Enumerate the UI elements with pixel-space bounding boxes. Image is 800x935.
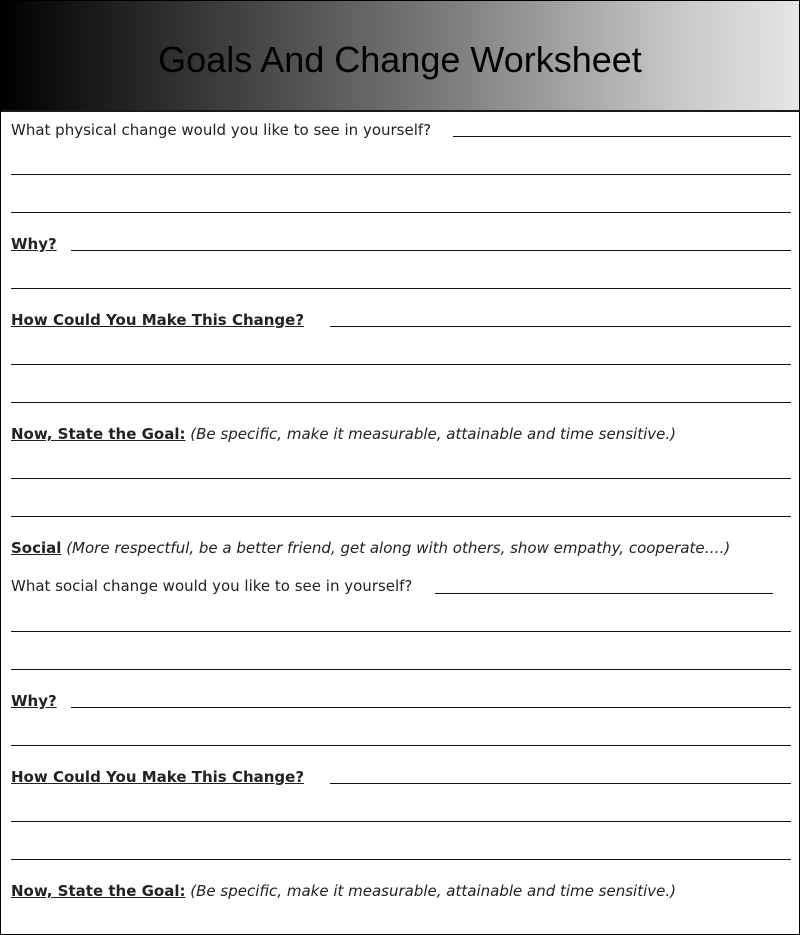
answer-line[interactable] <box>11 212 791 213</box>
physical-goal-row <box>11 424 676 444</box>
physical-question-answer-line[interactable] <box>453 136 791 137</box>
social-how-answer-line[interactable] <box>330 783 791 784</box>
physical-question: What physical change would you like to see in yourself? <box>11 121 432 139</box>
answer-line[interactable] <box>11 174 791 175</box>
answer-line[interactable] <box>11 288 791 289</box>
social-question-answer-line[interactable] <box>435 593 773 594</box>
answer-line[interactable] <box>11 745 791 746</box>
physical-how-label: How Could You Make This Change? <box>11 311 305 329</box>
physical-goal-label: Now, State the Goal: <box>11 425 186 443</box>
social-heading: Social <box>11 539 62 557</box>
social-why-answer-line[interactable] <box>71 707 791 708</box>
social-question: What social change would you like to see in yourself? <box>11 577 413 595</box>
social-goal-label: Now, State the Goal: <box>11 882 186 900</box>
social-why-label: Why? <box>11 692 57 710</box>
social-goal-hint: (Be specific, make it measurable, attainable and time sensitive.) <box>190 882 676 900</box>
page-title: Goals And Change Worksheet <box>158 39 642 80</box>
social-heading-row <box>11 538 730 558</box>
answer-line[interactable] <box>11 669 791 670</box>
answer-line[interactable] <box>11 631 791 632</box>
physical-how-answer-line[interactable] <box>330 326 791 327</box>
answer-line[interactable] <box>11 478 791 479</box>
answer-line[interactable] <box>11 516 791 517</box>
answer-line[interactable] <box>11 364 791 365</box>
answer-line[interactable] <box>11 821 791 822</box>
physical-why-label: Why? <box>11 235 57 253</box>
answer-line[interactable] <box>11 402 791 403</box>
worksheet-body <box>1 1 799 934</box>
social-heading-hint: (More respectful, be a better friend, get along with others, show empathy, cooperate….) <box>66 539 731 557</box>
social-how-label: How Could You Make This Change? <box>11 768 305 786</box>
physical-why-answer-line[interactable] <box>71 250 791 251</box>
social-goal-row <box>11 881 676 901</box>
answer-line[interactable] <box>11 859 791 860</box>
physical-goal-hint: (Be specific, make it measurable, attainable and time sensitive.) <box>190 425 676 443</box>
